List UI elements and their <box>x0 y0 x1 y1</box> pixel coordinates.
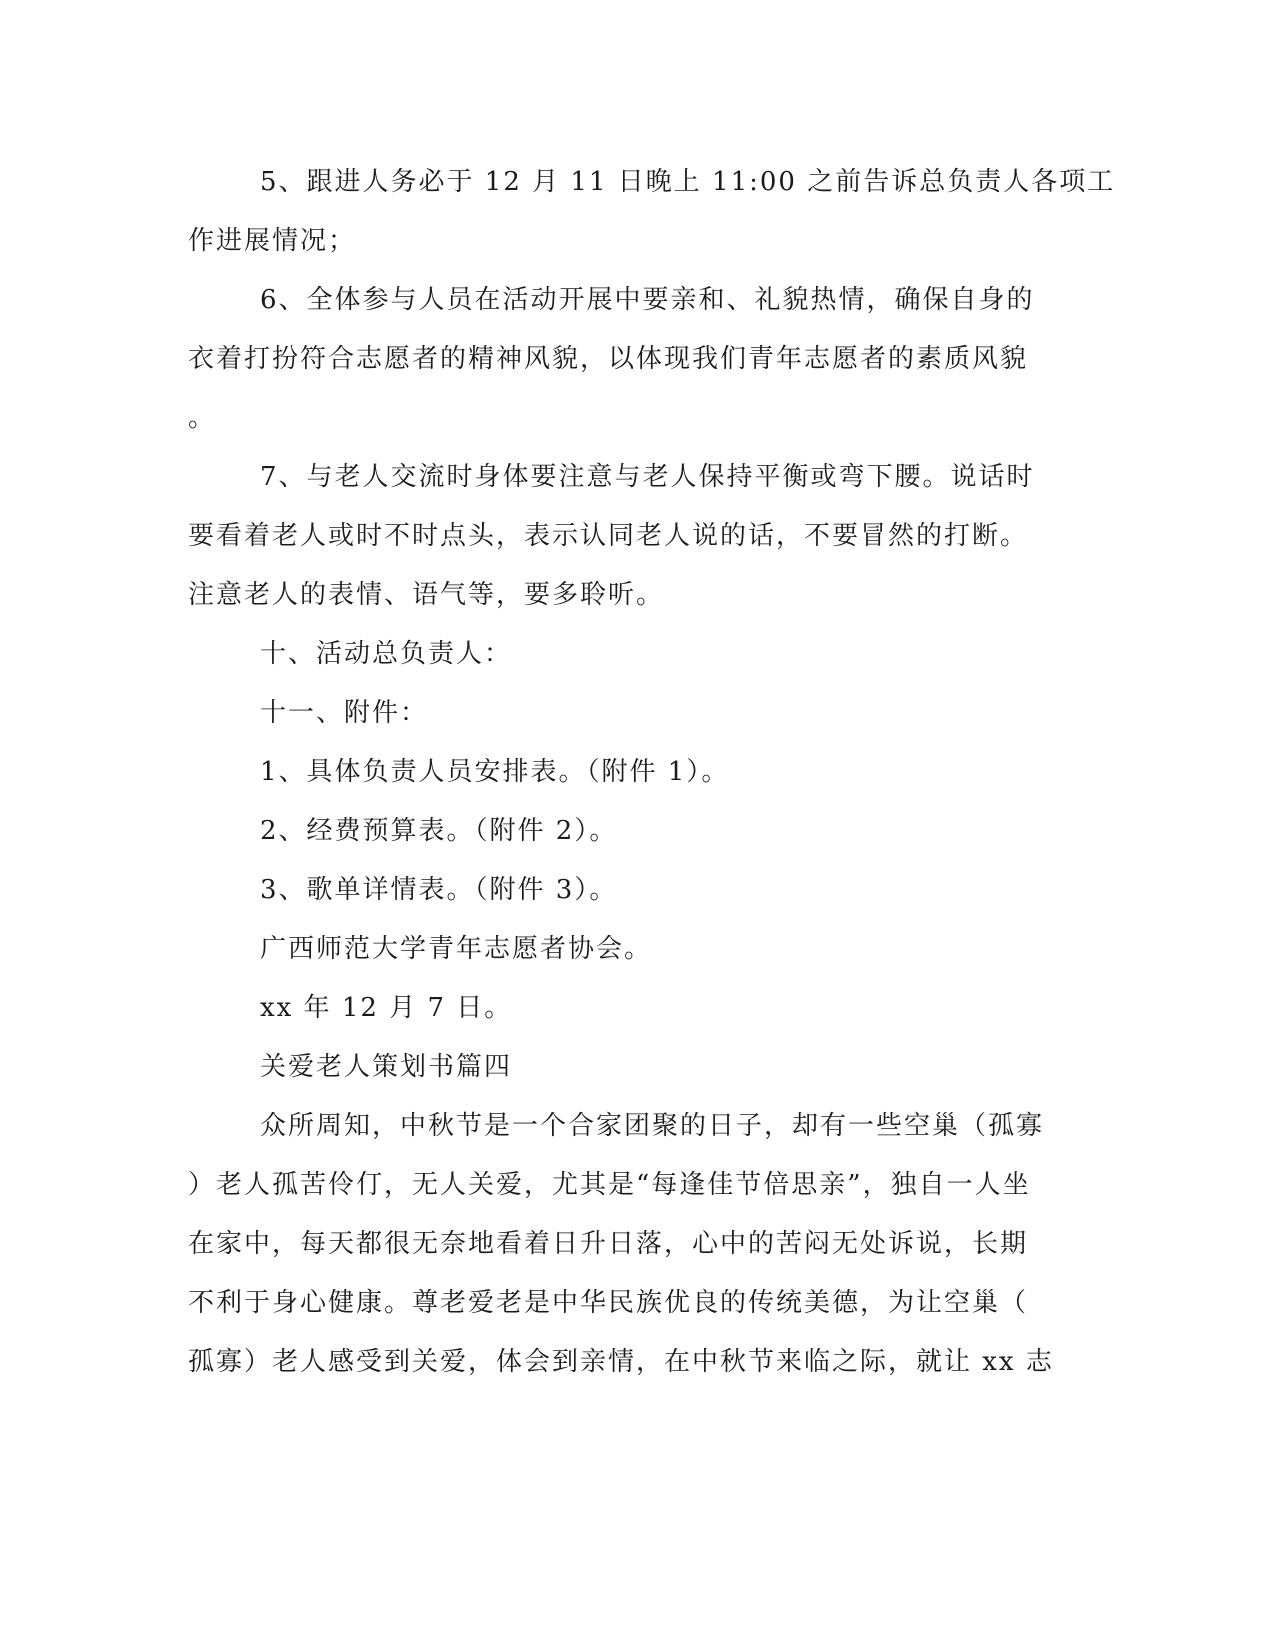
organization-name: 广西师范大学青年志愿者协会。 <box>260 934 653 964</box>
paragraph-line: 孤寡）老人感受到关爱，体会到亲情，在中秋节来临之际，就让 xx 志 <box>188 1347 1054 1377</box>
paragraph-line: 众所周知，中秋节是一个合家团聚的日子，却有一些空巢（孤寡 <box>260 1111 1045 1141</box>
section-title: 关爱老人策划书篇四 <box>260 1052 513 1082</box>
paragraph-line: 7、与老人交流时身体要注意与老人保持平衡或弯下腰。说话时 <box>260 462 1035 492</box>
list-item: 1、具体负责人员安排表。（附件 1）。 <box>260 757 730 787</box>
paragraph-line: 作进展情况； <box>188 226 357 256</box>
section-heading: 十一、附件： <box>260 698 429 728</box>
section-heading: 十、活动总负责人： <box>260 639 513 669</box>
list-item: 2、经费预算表。（附件 2）。 <box>260 816 618 846</box>
paragraph-line: 注意老人的表情、语气等，要多聆听。 <box>188 580 665 610</box>
paragraph-line: 6、全体参与人员在活动开展中要亲和、礼貌热情，确保自身的 <box>260 285 1035 315</box>
paragraph-line: ）老人孤苦伶仃，无人关爱，尤其是“每逢佳节倍思亲”，独自一人坐 <box>188 1170 1031 1200</box>
paragraph-line: 不利于身心健康。尊老爱老是中华民族优良的传统美德，为让空巢（ <box>188 1288 1029 1318</box>
paragraph-line: 。 <box>188 403 217 433</box>
paragraph-line: 5、跟进人务必于 12 月 11 日晚上 11:00 之前告诉总负责人各项工 <box>260 167 1116 197</box>
paragraph-line: 衣着打扮符合志愿者的精神风貌，以体现我们青年志愿者的素质风貌 <box>188 344 1029 374</box>
date-line: xx 年 12 月 7 日。 <box>260 993 513 1023</box>
paragraph-line: 在家中，每天都很无奈地看着日升日落，心中的苦闷无处诉说，长期 <box>188 1229 1029 1259</box>
paragraph-line: 要看着老人或时不时点头，表示认同老人说的话，不要冒然的打断。 <box>188 521 1029 551</box>
list-item: 3、歌单详情表。（附件 3）。 <box>260 875 618 905</box>
